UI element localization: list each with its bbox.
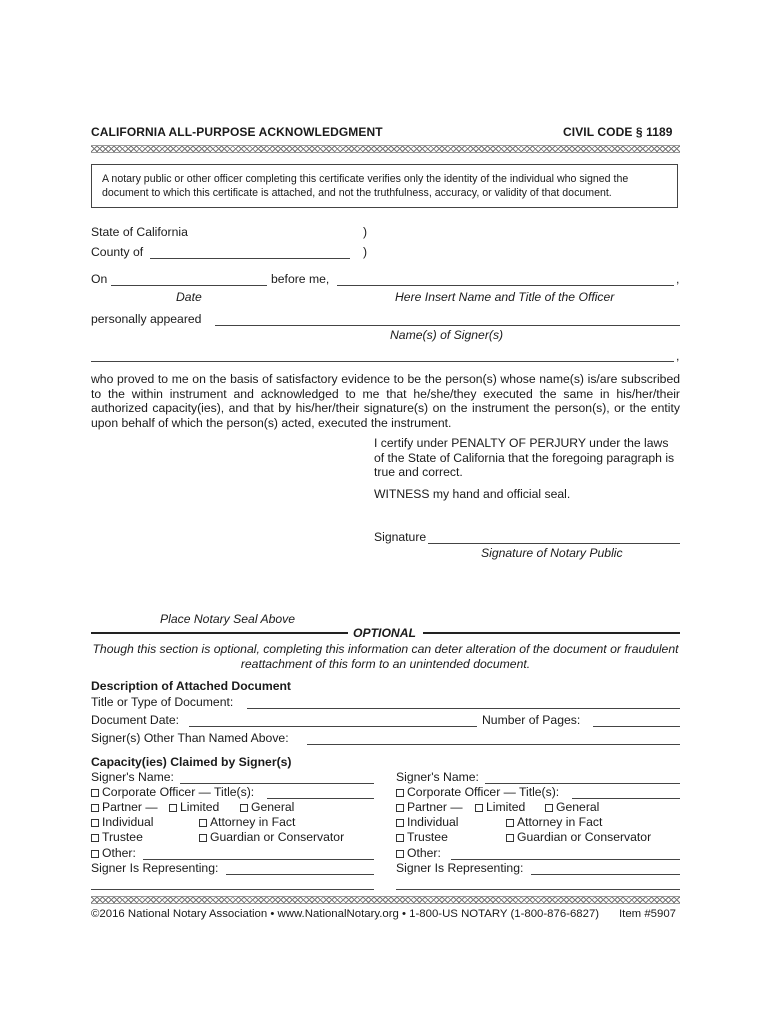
checkbox-icon[interactable]: [506, 819, 514, 827]
checkbox-icon[interactable]: [545, 804, 553, 812]
bottom-decorative-border: [91, 896, 680, 904]
checkbox-icon[interactable]: [91, 850, 99, 858]
officer-comma: ,: [676, 272, 680, 286]
document-date-field[interactable]: [189, 726, 477, 727]
personally-appeared-label: personally appeared: [91, 312, 202, 326]
capacity-heading: Capacity(ies) Claimed by Signer(s): [91, 755, 292, 769]
checkbox-icon[interactable]: [396, 819, 404, 827]
signer-name-label-1: Signer's Name:: [91, 770, 174, 784]
signer-names-field-2[interactable]: [91, 361, 674, 362]
checkbox-icon[interactable]: [91, 819, 99, 827]
other-field-1[interactable]: [143, 859, 374, 860]
acknowledgment-paragraph: who proved to me on the basis of satisfactory evidence to be the person(s) whose name(s) is/are subscribed to the within instrument and acknowledged to me that he/she/they executed the same in his/her/their authorized capacity(ies), and that by his/her/their signature(s) on the instrument the person(s), or the entity upon behalf of which the person(s) acted, executed the instrument.: [91, 372, 680, 430]
signer-comma: ,: [676, 349, 680, 363]
other-signers-label: Signer(s) Other Than Named Above:: [91, 731, 289, 745]
representing-label-2: Signer Is Representing:: [396, 861, 524, 875]
form-title: CALIFORNIA ALL-PURPOSE ACKNOWLEDGMENT: [91, 125, 383, 139]
notary-signature-field[interactable]: [428, 543, 680, 544]
description-heading: Description of Attached Document: [91, 679, 291, 693]
signer-names-caption: Name(s) of Signer(s): [390, 328, 504, 342]
checkbox-icon[interactable]: [91, 804, 99, 812]
state-paren: ): [363, 225, 368, 239]
limited-option-2[interactable]: Limited: [475, 800, 525, 814]
signature-caption: Signature of Notary Public: [481, 546, 623, 560]
signer-name-label-2: Signer's Name:: [396, 770, 479, 784]
representing-field-1b[interactable]: [91, 889, 374, 890]
guardian-option-2[interactable]: Guardian or Conservator: [506, 830, 651, 844]
top-decorative-border: [91, 145, 680, 153]
checkbox-icon[interactable]: [396, 850, 404, 858]
general-option-2[interactable]: General: [545, 800, 599, 814]
corporate-title-field-1[interactable]: [267, 798, 374, 799]
document-date-label: Document Date:: [91, 713, 180, 727]
representing-field-2[interactable]: [531, 874, 680, 875]
number-of-pages-field[interactable]: [593, 726, 680, 727]
signer-names-field[interactable]: [215, 325, 680, 326]
officer-caption: Here Insert Name and Title of the Officer: [395, 290, 615, 304]
representing-label-1: Signer Is Representing:: [91, 861, 219, 875]
date-field[interactable]: [111, 285, 267, 286]
checkbox-icon[interactable]: [506, 834, 514, 842]
other-signers-field[interactable]: [307, 744, 680, 745]
county-field[interactable]: [150, 258, 350, 259]
checkbox-icon[interactable]: [396, 834, 404, 842]
guardian-option-1[interactable]: Guardian or Conservator: [199, 830, 344, 844]
attorney-option-2[interactable]: Attorney in Fact: [506, 815, 602, 829]
signer-name-field-2[interactable]: [485, 783, 680, 784]
trustee-option-1[interactable]: Trustee: [91, 830, 143, 844]
civil-code-label: CIVIL CODE § 1189: [563, 125, 673, 139]
certification-block: [374, 436, 680, 501]
county-paren: ): [363, 245, 368, 259]
trustee-option-2[interactable]: Trustee: [396, 830, 448, 844]
witness-statement: WITNESS my hand and official seal.: [374, 486, 571, 501]
perjury-statement: I certify under PENALTY OF PERJURY under the laws of the State of California that the foregoing paragraph is true and correct.: [374, 436, 675, 480]
corporate-officer-option-2[interactable]: Corporate Officer — Title(s):: [396, 785, 559, 799]
officer-name-field[interactable]: [337, 285, 674, 286]
other-option-2[interactable]: Other:: [396, 846, 441, 860]
checkbox-icon[interactable]: [475, 804, 483, 812]
footer-item-number: Item #5907: [619, 908, 676, 920]
corporate-officer-option-1[interactable]: Corporate Officer — Title(s):: [91, 785, 254, 799]
optional-rule-left: [91, 632, 348, 634]
title-type-field[interactable]: [247, 708, 680, 709]
seal-label: Place Notary Seal Above: [160, 612, 296, 626]
optional-note: Though this section is optional, completing this information can deter alteration of the document or fraudulent reattachment of this form to an unintended document.: [92, 642, 679, 671]
title-type-label: Title or Type of Document:: [91, 695, 234, 709]
notice-box: [91, 164, 678, 208]
partner-option-2[interactable]: Partner —: [396, 800, 463, 814]
general-option-1[interactable]: General: [240, 800, 294, 814]
representing-field-1[interactable]: [226, 874, 374, 875]
county-label: County of: [91, 245, 144, 259]
limited-option-1[interactable]: Limited: [169, 800, 219, 814]
individual-option-2[interactable]: Individual: [396, 815, 459, 829]
number-of-pages-label: Number of Pages:: [482, 713, 581, 727]
signer-name-field-1[interactable]: [180, 783, 374, 784]
date-caption: Date: [176, 290, 202, 304]
other-option-1[interactable]: Other:: [91, 846, 136, 860]
checkbox-icon[interactable]: [91, 789, 99, 797]
partner-option-1[interactable]: Partner —: [91, 800, 158, 814]
optional-rule-right: [423, 632, 680, 634]
checkbox-icon[interactable]: [199, 819, 207, 827]
individual-option-1[interactable]: Individual: [91, 815, 154, 829]
checkbox-icon[interactable]: [396, 804, 404, 812]
checkbox-icon[interactable]: [240, 804, 248, 812]
other-field-2[interactable]: [451, 859, 680, 860]
checkbox-icon[interactable]: [199, 834, 207, 842]
on-label: On: [91, 272, 108, 286]
before-me-label: before me,: [271, 272, 330, 286]
checkbox-icon[interactable]: [396, 789, 404, 797]
optional-title: OPTIONAL: [353, 626, 416, 640]
representing-field-2b[interactable]: [396, 889, 680, 890]
footer-copyright: ©2016 National Notary Association • www.NationalNotary.org • 1-800-US NOTARY (1-800-876-6827): [91, 908, 600, 920]
state-label: State of California: [91, 225, 188, 239]
signature-label: Signature: [374, 530, 427, 544]
checkbox-icon[interactable]: [91, 834, 99, 842]
attorney-option-1[interactable]: Attorney in Fact: [199, 815, 295, 829]
checkbox-icon[interactable]: [169, 804, 177, 812]
corporate-title-field-2[interactable]: [572, 798, 680, 799]
notice-text: A notary public or other officer completing this certificate verifies only the identity of the individual who signed the document to which this certificate is attached, and not the truthfulness, accuracy, or validity of that document.: [102, 173, 629, 199]
